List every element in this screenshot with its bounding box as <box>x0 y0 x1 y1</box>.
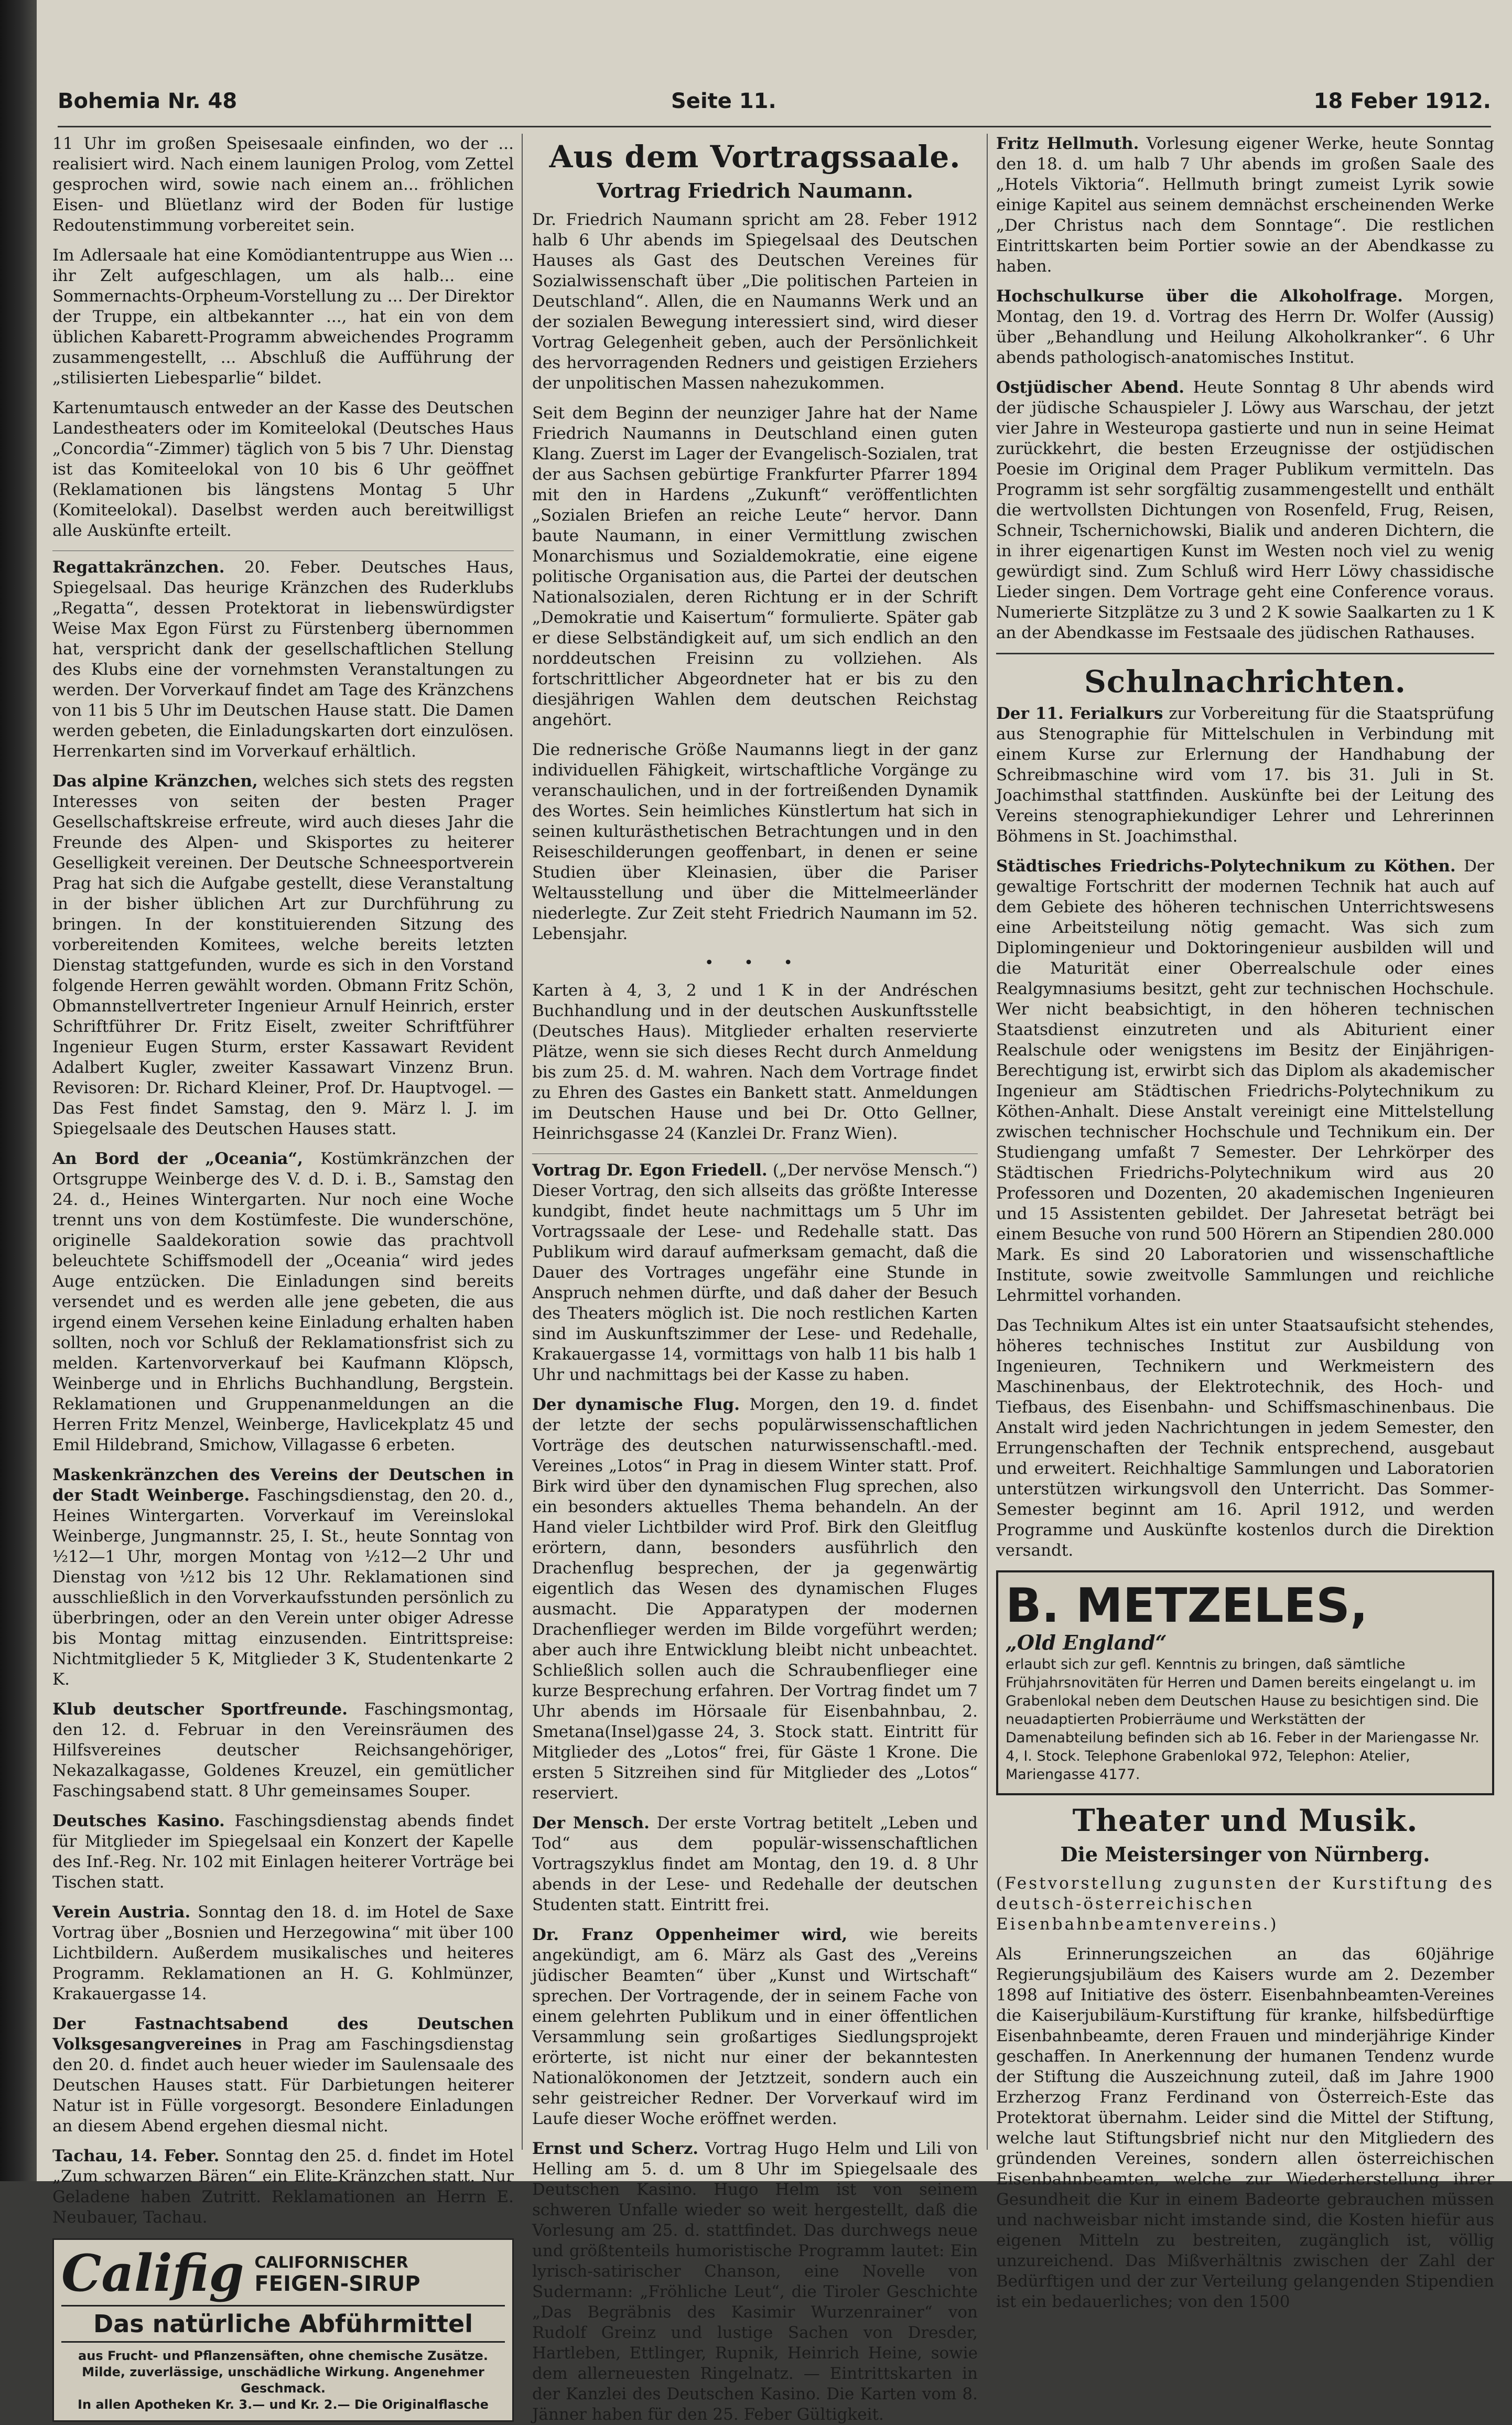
article <box>532 1813 978 1915</box>
article <box>532 1395 978 1804</box>
article-lead: An Bord der „Oceania“, <box>52 1149 303 1168</box>
paragraph: 11 Uhr im großen Speisesaale einfinden, wo der ... realisiert wird. Nach einem launigen Prolog, vom Zettel gesprochen wird, sowie nach einem an... fröhlichen Eisen- und Blüetlanz wird der Boden für lustige Redoutenstimmung vorbereitet sein. <box>52 134 514 235</box>
article-text: Sonntag den 25. d. findet im Hotel „Zum schwarzen Bären“ ein Elite-Kränzchen statt. Nur Geladene haben Zutritt. Reklamationen an Herrn E. Neubauer, Tachau. <box>52 2147 514 2227</box>
califig-tagline-bottom: FEIGEN-SIRUP <box>254 2272 420 2296</box>
article-text: Der erste Vortrag betitelt „Leben und Tod“ aus dem populär-wissenschaftlichen Vortragszyklus findet am Montag, den 19. d. 8 Uhr abends in der Lese- und Redehalle der deutschen Studenten statt. Eintritt frei. <box>532 1814 978 1914</box>
califig-advertisement <box>52 2238 514 2422</box>
article-text: Sonntag den 18. d. im Hotel de Saxe Vortrag über „Bosnien und Herzegowina“ mit über 100 Lichtbildern. Außerdem musikalisches und heiteres Programm. Reklamationen an H. G. Kohlmünzer, Krakauergasse 14. <box>52 1903 514 2003</box>
article-text: 20. Feber. Deutsches Haus, Spiegelsaal. Das heurige Kränzchen des Ruderklubs „Regatta“, dessen Protektorat in liebenswürdigster Weise Max Egon Fürst zu Fürstenberg übernommen hat, verspricht dank der gesellschaftlichen Stellung des Klubs eine der vornehmsten Veranstaltungen zu werden. Der Vorverkauf findet am Tage des Kränzchens von 11 bis 5 Uhr im Deutschen Hause statt. Die Damen werden gebeten, die Einladungskarten dort einzulösen. Herrenkarten sind im Vorverkauf erhältlich. <box>52 558 514 761</box>
column-middle <box>532 134 978 2424</box>
column-rule <box>987 134 988 2150</box>
paragraph: (Festvorstellung zugunsten der Kurstiftung des deutsch-österreichischen Eisenbahnbeamtenvereins.) <box>996 1874 1494 1934</box>
califig-tagline-top: CALIFORNISCHER <box>254 2254 408 2272</box>
section-title: Schulnachrichten. <box>1084 664 1406 699</box>
article <box>52 1902 514 2004</box>
article-lead: Ostjüdischer Abend. <box>996 378 1184 397</box>
article-text: in Prag am Faschingsdienstag den 20. d. findet auch heuer wieder im Saulensaale des Deutschen Hauses statt. Für Darbietungen heiterer Natur ist in Fülle vorgesorgt. Besondere Einladungen an diesem Abend ergehen diesmal nicht. <box>52 2035 514 2136</box>
article-text: Vorlesung eigener Werke, heute Sonntag den 18. d. um halb 7 Uhr abends im großen Saale des „Hotels Viktoria“. Hellmuth bringt zumeist Lyrik sowie einige Kapitel aus seinem demnächst erscheinenden Werke „Der Christus nach dem Sonntage“. Die restlichen Eintrittskarten beim Portier sowie an der Abendkasse zu haben. <box>996 134 1494 276</box>
article <box>52 557 514 762</box>
article <box>52 1149 514 1456</box>
article <box>532 1925 978 2129</box>
column-left <box>52 134 514 2412</box>
califig-description: aus Frucht- und Pflanzensäften, ohne chemische Zusätze. Milde, zuverlässige, unschädliche Wirkung. Angenehmer Geschmack. <box>78 2348 488 2396</box>
article-lead: Fritz Hellmuth. <box>996 134 1139 153</box>
newspaper-page <box>37 0 1512 2424</box>
article-lead: Regattakränzchen. <box>52 558 225 577</box>
section-subtitle: Die Meistersinger von Nürnberg. <box>1060 1842 1430 1866</box>
article <box>996 134 1494 277</box>
article <box>996 856 1494 1306</box>
article <box>996 704 1494 847</box>
article-lead: Verein Austria. <box>52 1903 191 1922</box>
article <box>996 378 1494 643</box>
article-text: Faschingsdienstag, den 20. d., Heines Wintergarten. Vorverkauf im Vereinslokal Weinberge, Jungmannstr. 25, I. St., heute Sonntag von ½12—1 Uhr, morgen Montag von ½12—2 Uhr und Dienstag von ½12 bis 12 Uhr. Reklamationen sind ausschließlich in den Vorverkaufsstunden persönlich zu überbringen, oder an den Verein unter obiger Adresse bis Montag mittag einzusenden. Eintrittspreise: Nichtmitglieder 5 K, Mitglieder 3 K, Studentenkarte 2 K. <box>52 1486 514 1689</box>
article-text: Faschingsmontag, den 12. d. Februar in den Vereinsräumen des Hilfsvereines deutscher Reichsangehöriger, Nekazalkagasse, Goldenes Kreuzel, ein gemütlicher Faschingsabend statt. 8 Uhr gemeinsames Souper. <box>52 1700 514 1801</box>
article-lead: Vortrag Dr. Egon Friedell. <box>532 1161 768 1180</box>
article-text: („Der nervöse Mensch.“) Dieser Vortrag, den sich allseits das größte Interesse kundgibt, findet heute nachmittags um 5 Uhr im Vortragssaale der Lese- und Redehalle statt. Das Publikum wird darauf aufmerksam gemacht, daß die Dauer des Vortrages ungefähr eine Stunde in Anspruch nehmen dürfte, und daß daher der Besuch des Theaters möglich ist. Die noch restlichen Karten sind im Auskunftszimmer der Lese- und Redehalle, Krakauergasse 14, vormittags von halb 11 bis halb 1 Uhr und nachmittags bei der Kasse zu haben. <box>532 1161 978 1384</box>
section-title: Theater und Musik. <box>1072 1803 1418 1838</box>
article-text: zur Vorbereitung für die Staatsprüfung aus Stenographie für Mittelschulen in Verbindung mit einem Kurse zur Erlernung der Handhabung der Schreibmaschine wird vom 17. bis 31. Juli in St. Joachimsthal stattfinden. Auskünfte bei der Leitung des Vereins stenographiekundiger Lehrer und Lehrerinnen Böhmens in St. Joachimsthal. <box>996 704 1494 846</box>
header-masthead: Bohemia Nr. 48 <box>58 89 237 113</box>
ornament-dots: • • • <box>704 954 806 972</box>
paragraph: Kartenumtausch entweder an der Kasse des Deutschen Landestheaters oder im Komiteelokal (Deutsches Haus „Concordia“-Zimmer) täglich von 5 bis 7 Uhr. Dienstag ist das Komiteelokal von 10 bis 6 Uhr geöffnet (Reklamationen bis längstens Montag 5 Uhr (Komiteelokal). Daselbst werden auch bereitwilligst alle Auskünfte erteilt. <box>52 398 514 540</box>
article-lead: Deutsches Kasino. <box>52 1812 225 1830</box>
califig-logo: Califig <box>61 2244 244 2303</box>
column-right <box>996 134 1495 2311</box>
paragraph: Als Erinnerungszeichen an das 60jährige Regierungsjubiläum des Kaisers wurde am 2. Dezember 1898 auf Initiative des österr. Eisenbahnbeamten-Vereines die Kaiserjubiläum-Kurstiftung für kranke, hilfsbedürftige Eisenbahnbeamte, deren Frauen und minderjährige Kinder geschaffen. In Anerkennung der humanen Tendenz wurde der Stiftung die Auszeichnung zuteil, daß im Jahre 1900 Erzherzog Franz Ferdinand von Österreich-Este das Protektorat übernahm. Leider sind die Mittel der Stiftung, welche laut Stiftungsbrief nicht nur den Mitgliedern des gründenden Vereines, sondern allen österreichischen Eisenbahnbeamten, welche zur Wiederherstellung ihrer Gesundheit die Kur in einem Badeorte gebrauchen müssen und nachweisbar nicht imstande sind, die Kosten hiefür aus eigenen Mitteln zu bestreiten, zugänglich ist, völlig unzureichend. Das Mißverhältnis zwischen der Zahl der Bedürftigen und der zur Verteilung gelangenden Stipendien ist ein bedauerliches; von den 1500 <box>996 1945 1494 2311</box>
article <box>532 2139 978 2425</box>
article <box>52 1699 514 1802</box>
article-lead: Ernst und Scherz. <box>532 2139 699 2158</box>
article-lead: Der dynamische Flug. <box>532 1395 740 1414</box>
article-text: wie bereits angekündigt, am 6. März als Gast des „Vereins jüdischer Beamten“ über „Kunst und Wirtschaft“ sprechen. Der Vortragende, der in seinem Fache von einem gelehrten Publikum und in einer öffentlichen Versammlung sein großartiges Siedlungsprojekt erörterte, ist nicht nur einer der bekanntesten Nationalökonomen der Jetztzeit, sondern auch ein sehr geistreicher Redner. Der Vorverkauf wird im Laufe dieser Woche eröffnet werden. <box>532 1925 978 2128</box>
paragraph: Seit dem Beginn der neunziger Jahre hat der Name Friedrich Naumanns in Deutschland einen guten Klang. Zuerst im Lager der Evangelisch-Sozialen, trat der aus Sachsen gebürtige Frankfurter Pfarrer 1894 mit den in Hardens „Zukunft“ veröffentlichten „Sozialen Briefen an reiche Leute“ hervor. Dann baute Naumann, in einer Vermittlung zwischen Monarchismus und Sozialdemokratie, eine eigene politische Organisation aus, die Partei der deutschen Nationalsozialen, deren Richtung er in der Schrift „Demokratie und Kaisertum“ formulierte. Später gab er diese Selbständigkeit auf, um sich endlich an den norddeutschen Freisinn zu vollziehen. Als fortschrittlicher Abgeordneter hat er bis zu den diesjährigen Wahlen dem deutschen Reichstag angehört. <box>532 404 978 729</box>
article <box>52 1811 514 1893</box>
column-rule <box>522 134 523 2150</box>
article-text: Heute Sonntag 8 Uhr abends wird der jüdische Schauspieler J. Löwy aus Warschau, der jetzt vier Jahre in Westeuropa gastierte und nun in seine Heimat zurückkehrt, die besten Erzeugnisse der ostjüdischen Poesie im Original dem Prager Publikum vermitteln. Das Programm ist sehr sorgfältig zusammengestellt und enthält die wertvollsten Dichtungen von Rosenfeld, Frug, Reisen, Schneir, Tschernichowski, Bialik und anderen Dichtern, die in ihrer eigenartigen Kunst im Westen noch viel zu wenig gewürdigt sind. Zum Schluß wird Herr Löwy chassidische Lieder singen. Dem Vortrage geht eine Conference voraus. Numerierte Sitzplätze zu 3 und 2 K sowie Saalkarten zu 1 K an der Abendkasse im Festsaale des jüdischen Rathauses. <box>996 378 1495 642</box>
article-text: Morgen, den 19. d. findet der letzte der sechs populärwissenschaftlichen Vorträge des deutschen naturwissenschaftl.-med. Vereines „Lotos“ in Prag in diesem Winter statt. Prof. Birk wird über den dynamischen Flug sprechen, also ein besonders aktuelles Thema behandeln. An der Hand vieler Lichtbilder wird Prof. Birk den Gleitflug erörtern, dann, besonders ausführlich den Drachenflug besprechen, der ja gegenwärtig eigentlich das Wesen des dynamischen Fluges ausmacht. Die Apparatypen der modernen Drachenflieger werden im Bilde vorgeführt werden; aber auch ihre Entwicklung bleibt nicht unbeachtet. Schließlich sollen auch die Schraubenflieger eine kurze Besprechung erfahren. Der Vortrag findet um 7 Uhr abends im Hörsaale für Eisenbahnbau, 2. Smetana(Insel)gasse 24, 3. Stock statt. Eintritt für Mitglieder des „Lotos“ frei, für Gäste 1 Krone. Die ersten 5 Sitzreihen sind für Mitglieder des „Lotos“ reserviert. <box>532 1395 978 1803</box>
article-lead: Maskenkränzchen des Vereins der Deutschen in der Stadt Weinberge. <box>52 1465 514 1505</box>
article <box>996 1316 1494 1561</box>
page-header <box>58 89 1491 131</box>
paragraph: Dr. Friedrich Naumann spricht am 28. Feber 1912 halb 6 Uhr abends im Spiegelsaal des Deutschen Hauses als Gast des Deutschen Vereines für Sozialwissenschaft über „Die politischen Parteien in Deutschland“. Allen, die en Naumanns Werk und an der sozialen Bewegung interessiert sind, wird dieser Vortrag Gelegenheit geben, auch der Persönlichkeit des hervorragenden Redners und geistigen Erziehers der unpolitischen Massen nahezukommen. <box>532 210 978 393</box>
article-lead: Der Fastnachtsabend des Deutschen Volksgesangvereines <box>52 2014 514 2054</box>
article-text: Faschingsdienstag abends findet für Mitglieder im Spiegelsaal ein Konzert der Kapelle des Inf.-Reg. Nr. 102 mit Einlagen heiterer Vorträge bei Tischen statt. <box>52 1812 514 1892</box>
article-lead: Der 11. Ferialkurs <box>996 704 1163 723</box>
article-lead: Dr. Franz Oppenheimer wird, <box>532 1925 848 1944</box>
metzeles-text: erlaubt sich zur gefl. Kenntnis zu bringen, daß sämtliche Frühjahrsnovitäten für Herren und Damen bereits eingelangt u. im Grabenlokal neben dem Deutschen Hause zu besichtigen sind. Die neuadaptierten Probierräume und Werkstätten der Damenabteilung befinden sich ab 16. Feber in der Mariengasse Nr. 4, I. Stock. Telephone Grabenlokal 972, Telephon: Atelier, Mariengasse 4177. <box>1006 1656 1479 1783</box>
califig-claim: Das natürliche Abführmittel <box>61 2305 505 2343</box>
article-lead: Städtisches Friedrichs-Polytechnikum zu Köthen. <box>996 857 1456 876</box>
article-lead: Klub deutscher Sportfreunde. <box>52 1700 348 1719</box>
article-lead: Hochschulkurse über die Alkoholfrage. <box>996 287 1403 306</box>
header-page-number: Seite 11. <box>671 89 776 113</box>
article-text: Das Technikum Altes ist ein unter Staatsaufsicht stehendes, höheres technisches Institut zur Ausbildung von Ingenieuren, Technikern und Werkmeistern des Maschinenbaus, der Elektrotechnik, des Hoch- und Tiefbaus, des Eisenbahn- und Schiffsmaschinenbaus. Die Anstalt wird jeden Nachrichtungen in jedem Semester, den Errungenschaften der Technik entsprechend, ausgebaut und erweitert. Reichhaltige Sammlungen und Laboratorien unterstützen wirkungsvoll den Unterricht. Das Sommer-Semester beginnt am 16. April 1912, und werden Programme und Auskünfte kostenlos durch die Direktion versandt. <box>996 1316 1494 1560</box>
article-text: welches sich stets des regsten Interesses von seiten der besten Prager Gesellschaftskreise erfreute, wird auch dieses Jahr die Freunde des Alpen- und Skisportes zu heiterer Geselligkeit vereinen. Der Deutsche Schneesportverein Prag hat sich die Aufgabe gestellt, diese Veranstaltung in der bisher üblichen Art zur Durchführung zu bringen. In der konstituierenden Sitzung des vorbereitenden Komitees, welche bereits letzten Dienstag stattgefunden, wurde es sich in den Vorstand folgende Herren gewählt worden. Obmann Fritz Schön, Obmannstellvertreter Ingenieur Arnulf Heinrich, erster Schriftführer Dr. Fritz Eiselt, zweiter Schriftführer Ingenieur Eugen Sturm, erster Kassawart Revident Adalbert Kugler, zweiter Kassawart Vinzenz Brun. Revisoren: Dr. Richard Kleiner, Prof. Dr. Hauptvogel. — Das Fest findet Samstag, den 9. März l. J. im Spiegelsaale des Deutschen Hauses statt. <box>52 772 514 1138</box>
paragraph: Im Adlersaale hat eine Komödiantentruppe aus Wien ... ihr Zelt aufgeschlagen, um als halb... eine Sommernachts-Orpheum-Vorstellung zu ... Der Direktor der Truppe, ein altbekannter ..., hat ein von dem üblichen Kabarett-Programm abweichendes Programm zusammengestellt, ... Abschluß die Aufführung der „stilisierten Liebesparlie“ bildet. <box>52 246 514 387</box>
article-text: Der gewaltige Fortschritt der modernen Technik hat auch auf dem Gebiete des höheren technischen Unterrichtswesens eine Arbeitsteilung nötig gemacht. Was sich zum Diplomingenieur und Doktoringenieur ausbilden will und die Maturität einer Oberrealschule oder eines Realgymnasiums besitzt, geht zur technischen Hochschule. Wer nicht beabsichtigt, in den höheren technischen Staatsdienst einzutreten und als Abiturient einer Realschule oder wenigstens im Besitz der Einjährigen-Berechtigung ist, erwirbt sich das Diplom als akademischer Ingenieur am Städtischen Friedrichs-Polytechnikum zu Köthen-Anhalt. Diese Anstalt vereinigt eine Mittelstellung zwischen technischer Hochschule und Technikum ein. Der Studiengang umfaßt 7 Semester. Der Lehrkörper des Städtischen Friedrichs-Polytechnikum wird aus 20 Professoren und Dozenten, 20 akademischen Ingenieuren und 15 Assistenten gebildet. Der Jahresetat beträgt bei einem Besuche von rund 500 Hörern an Stipendien 280.000 Mark. Es sind 20 Laboratorien und wissenschaftliche Institute, sowie zweitvolle Sammlungen und reichliche Lehrmittel vorhanden. <box>996 857 1495 1305</box>
article <box>52 1465 514 1690</box>
article-lead: Das alpine Kränzchen, <box>52 772 258 791</box>
article-lead: Der Mensch. <box>532 1814 650 1833</box>
article <box>996 286 1494 368</box>
paragraph: Karten à 4, 3, 2 und 1 K in der Andréschen Buchhandlung und in der deutschen Auskunftsstelle (Deutsches Haus). Mitglieder erhalten reservierte Plätze, wenn sie sich dieses Recht durch Anmeldung bis zum 25. d. M. wahren. Nach dem Vortrage findet zu Ehren des Gastes ein Bankett statt. Anmeldungen im Deutschen Hause und bei Dr. Otto Gellner, Heinrichsgasse 24 (Kanzlei Dr. Franz Wien). <box>532 981 978 1143</box>
article-text: Morgen, Montag, den 19. d. Vortrag des Herrn Dr. Wolfer (Aussig) über „Behandlung und Heilung Alkoholkranker“. 6 Uhr abends pathologisch-anatomisches Institut. <box>996 287 1494 367</box>
section-subtitle: Vortrag Friedrich Naumann. <box>597 179 913 202</box>
article <box>52 2014 514 2137</box>
metzeles-advertisement <box>996 1570 1494 1795</box>
article-lead: Tachau, 14. Feber. <box>52 2147 220 2165</box>
paragraph: Die rednerische Größe Naumanns liegt in der ganz individuellen Fähigkeit, wirtschaftliche Vorgänge zu veranschaulichen, und in der fortreißenden Dynamik des Wortes. Sein heimliches Künstlertum hat sich in seinen kulturästhetischen Betrachtungen und in den Reiseschilderungen geoffenbart, in denen er seine Studien über Kleinasien, über die Pariser Weltausstellung und über die Mittelmeerländer niederlegte. Zur Zeit steht Friedrich Naumann im 52. Lebensjahr. <box>532 740 978 943</box>
article-text: Kostümkränzchen der Ortsgruppe Weinberge des V. d. D. i. B., Samstag den 24. d., Heines Wintergarten. Nur noch eine Woche trennt uns von dem Kostümfeste. Die wunderschöne, originelle Saaldekoration sowie das prachtvoll beleuchtete Schiffsmodell der „Oceania“ wird jedes Auge entzücken. Die Einladungen sind bereits versendet und es werden alle jene gebeten, die aus irgend einem Versehen keine Einladung erhalten haben sollten, noch vor Schluß der Reklamationsfrist sich zu melden. Kartenvorverkauf bei Kaufmann Klöpsch, Weinberge und in Ehrlichs Buchhandlung, Bergstein. Reklamationen und Gruppenanmeldungen an die Herren Fritz Menzel, Weinberge, Havlicekplatz 45 und Emil Hildebrand, Smichow, Villagasse 6 erbeten. <box>52 1149 514 1454</box>
header-date: 18 Feber 1912. <box>1313 89 1491 113</box>
metzeles-old-england: „Old England“ <box>1006 1631 1167 1654</box>
article <box>52 771 514 1139</box>
header-rule <box>58 126 1491 127</box>
califig-price: In allen Apotheken Kr. 3.— und Kr. 2.— Die Originalflasche <box>78 2397 489 2412</box>
binding-edge <box>0 0 37 2181</box>
section-title: Aus dem Vortragssaale. <box>549 139 961 175</box>
divider <box>996 653 1494 654</box>
article-text: Vortrag Hugo Helm und Lili von Helling am 5. d. um 8 Uhr im Spiegelsaale des Deutschen Kasino. Hugo Helm ist von seinem schweren Unfalle wieder so weit hergestellt, daß die Vorlesung am 25. d. stattfindet. Das durchwegs neue und größtenteils humoristische Programm lautet: Ein lyrisch-satirischer Chanson, eine Novelle von Sudermann: „Fröhliche Leut“, die Tiroler Geschichte „Das Begräbnis des Kasimir Wurzenrainer“ von Rudolf Greinz und lustige Sachen von Dresder, Hartleben, Ettlinger, Rupnik, Heinrich Heine, sowie dem allerneuesten Ringelnatz. — Eintrittskarten in der Kanzlei des Deutschen Kasino. Die Karten vom 8. Jänner haben für den 25. Feber Gültigkeit. <box>532 2139 978 2424</box>
article <box>52 2146 514 2228</box>
article <box>532 1160 978 1385</box>
metzeles-brand: B. METZELES, <box>1006 1578 1368 1633</box>
